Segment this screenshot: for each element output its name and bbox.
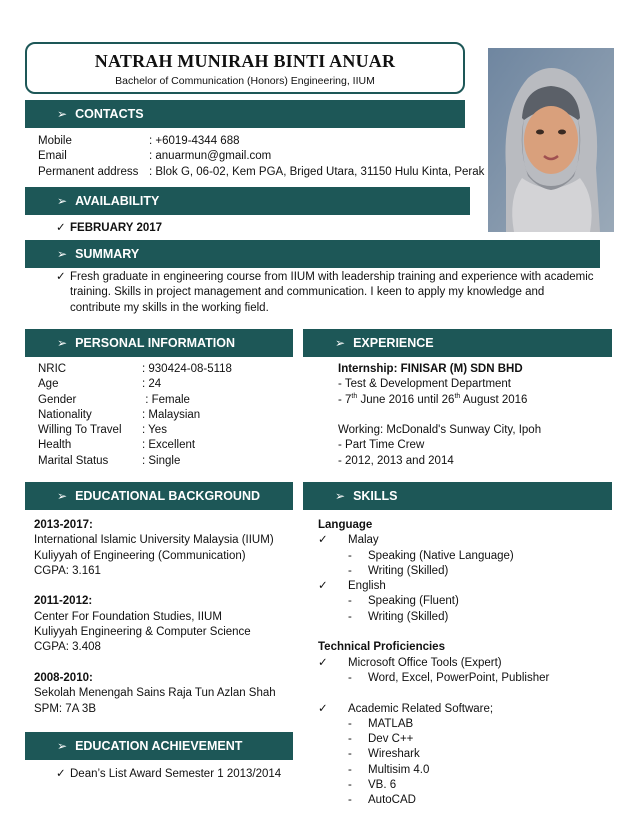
personal-info-list <box>38 362 232 469</box>
education-list: 2013-2017: International Islamic University Malaysia (IIUM) Kuliyyah of Engineering (Communication) CGPA: 3.161 2011-2012: Center For Foundation Studies, IIUM Kuliyyah Engineering & Computer Science CGPA: 3.408 2008-2010: Sekolah Menengah Sains Raja Tun Azlan Shah SPM: 7A 3B <box>34 519 276 715</box>
arrow-bullet-icon: ➢ <box>57 247 68 261</box>
check-icon: ✓ <box>318 656 328 669</box>
experience-list <box>338 362 541 469</box>
section-title-achievement: EDUCATION ACHIEVEMENT <box>75 739 243 753</box>
contact-row-mobile: Mobile : +6019-4344 688 <box>38 135 240 147</box>
arrow-bullet-icon: ➢ <box>57 489 68 503</box>
personal-row: Health : Excellent <box>38 439 196 452</box>
contact-row-email: Email : anuarmun@gmail.com <box>38 150 272 163</box>
check-icon: ✓ <box>56 222 66 234</box>
personal-row: Age : 24 <box>38 378 162 391</box>
arrow-bullet-icon: ➢ <box>57 107 68 121</box>
section-title-summary: SUMMARY <box>75 247 140 261</box>
section-header-experience <box>303 329 612 357</box>
personal-row: Nationality : Malaysian <box>38 408 201 421</box>
section-title-skills: SKILLS <box>353 489 398 503</box>
candidate-name: NATRAH MUNIRAH BINTI ANUAR <box>94 51 396 71</box>
tech-heading: Technical Proficiencies <box>318 641 445 654</box>
section-header-contacts <box>25 100 465 128</box>
section-title-experience: EXPERIENCE <box>353 336 434 350</box>
section-header-availability <box>25 187 470 215</box>
check-icon: ✓ <box>318 534 328 547</box>
arrow-bullet-icon: ➢ <box>335 489 346 503</box>
internship-dates: - 7th June 2016 until 26th August 2016 <box>338 392 528 406</box>
profile-photo <box>488 48 614 232</box>
name-header-box <box>25 42 465 94</box>
language-heading: Language <box>318 519 373 531</box>
section-title-availability: AVAILABILITY <box>75 194 160 208</box>
section-header-skills <box>303 482 612 510</box>
personal-row: Marital Status : Single <box>38 454 181 467</box>
arrow-bullet-icon: ➢ <box>57 739 68 753</box>
section-title-contacts: CONTACTS <box>75 107 144 121</box>
working-role: - Part Time Crew <box>338 439 425 452</box>
check-icon: ✓ <box>318 580 328 593</box>
working-title: Working: McDonald's Sunway City, Ipoh <box>338 424 542 437</box>
candidate-degree: Bachelor of Communication (Honors) Engineering, IIUM <box>115 75 375 87</box>
personal-row: Gender : Female <box>38 393 190 406</box>
section-header-summary <box>25 240 600 268</box>
check-icon: ✓ <box>56 768 66 780</box>
working-years: - 2012, 2013 and 2014 <box>338 454 454 467</box>
personal-row: NRIC : 930424-08-5118 <box>38 363 232 375</box>
internship-title: Internship: FINISAR (M) SDN BHD <box>338 363 523 375</box>
check-icon: ✓ <box>318 702 328 715</box>
personal-row: Willing To Travel : Yes <box>38 424 167 437</box>
arrow-bullet-icon: ➢ <box>57 194 68 208</box>
availability-value: ✓ FEBRUARY 2017 <box>56 221 162 236</box>
section-header-personal <box>25 329 293 357</box>
arrow-bullet-icon: ➢ <box>57 336 68 350</box>
section-title-education: EDUCATIONAL BACKGROUND <box>75 489 261 503</box>
check-icon: ✓ <box>56 271 66 283</box>
achievement-item: ✓ Dean’s List Award Semester 1 2013/2014 <box>56 767 281 782</box>
skills-list: Language ✓ Malay - Speaking (Native Language) - Writing (Skilled) ✓ English - Speaking (Fluent) - Writing (Skilled) Technical Proficiencies ✓ Microsoft Office Tools (Expert) - Word, Excel, PowerPoint, Publisher ✓ Academic Related Software; - MATLAB - Dev C++ - Wireshark - Multisim 4.0 - VB. 6 - AutoCAD <box>318 519 550 807</box>
section-title-personal: PERSONAL INFORMATION <box>75 336 236 350</box>
internship-dept: - Test & Development Department <box>338 378 512 391</box>
section-header-achievement <box>25 732 293 760</box>
summary-text: ✓ Fresh graduate in engineering course from IIUM with leadership training and experience with academic training. Skills in project management and communication. I keen to apply my knowledge and contribute my skills in the working field. <box>56 271 594 314</box>
contacts-list <box>38 134 484 180</box>
contact-row-address: Permanent address : Blok G, 06-02, Kem PGA, Briged Utara, 31150 Hulu Kinta, Perak <box>38 165 485 178</box>
arrow-bullet-icon: ➢ <box>335 336 346 350</box>
section-header-education <box>25 482 293 510</box>
